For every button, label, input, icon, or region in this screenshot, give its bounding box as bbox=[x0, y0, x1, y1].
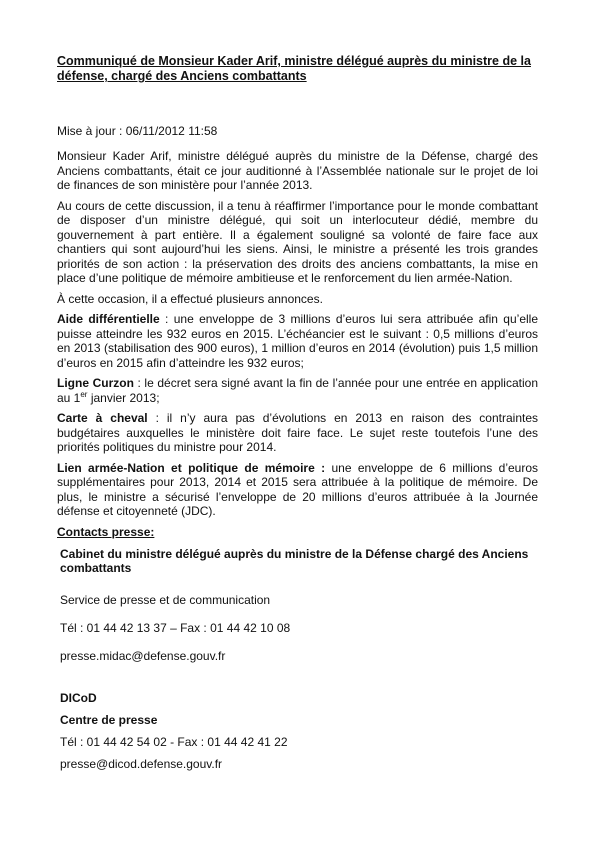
superscript-er: er bbox=[80, 389, 88, 399]
announcement-label: Aide différentielle bbox=[57, 312, 160, 326]
document-title: Communiqué de Monsieur Kader Arif, ministre délégué auprès du ministre de la défense, chargé des Anciens combattants bbox=[57, 54, 531, 83]
cabinet-name: Cabinet du ministre délégué auprès du ministre de la Défense chargé des Anciens combattants bbox=[60, 546, 529, 575]
press-service: Service de presse et de communication bbox=[60, 592, 271, 607]
paragraph-discussion: Au cours de cette discussion, il a tenu à réaffirmer l’importance pour le monde combattant de disposer d’un ministre délégué, qui soit un interlocuteur dédié, membre du gouvernement à part entière. Il a également souligné sa volonté de faire face aux chantiers qui sont aujourd’hui les siens. Ainsi, le ministre a présenté les trois grandes priorités de son action : la préservation des droits des anciens combattants, la mise en place d’une politique de mémoire ambitieuse et le renforcement du lien armée-Nation. bbox=[57, 198, 538, 285]
paragraph-announcements: À cette occasion, il a effectué plusieurs annonces. bbox=[57, 291, 323, 306]
announcement-label: Carte à cheval bbox=[57, 411, 148, 425]
document-content bbox=[57, 54, 538, 771]
cabinet-email: presse.midac@defense.gouv.fr bbox=[60, 648, 226, 663]
announcement-ligne-curzon bbox=[57, 376, 538, 405]
announcement-aide-differentielle bbox=[57, 312, 538, 370]
announcement-carte-a-cheval bbox=[57, 411, 538, 455]
dicod-name: DICoD bbox=[60, 690, 97, 705]
announcement-lien-armee-nation bbox=[57, 461, 538, 519]
announcement-text: : le décret sera signé avant la fin de l’année pour une entrée en application au 1 bbox=[57, 376, 538, 405]
update-timestamp: Mise à jour : 06/11/2012 11:58 bbox=[57, 124, 218, 138]
contacts-heading: Contacts presse: bbox=[57, 524, 155, 539]
dicod-center: Centre de presse bbox=[60, 712, 158, 727]
dicod-phone: Tél : 01 44 42 54 02 - Fax : 01 44 42 41 22 bbox=[60, 734, 288, 749]
announcement-text: : il n’y aura pas d’évolutions en 2013 en raison des contraintes budgétaires auxquelles le ministère doit faire face. Le sujet reste toutefois l’une des priorités politiques du ministre pour 2014. bbox=[57, 411, 539, 454]
paragraph-intro: Monsieur Kader Arif, ministre délégué auprès du ministre de la Défense, chargé des Anciens combattants, était ce jour auditionné à l’Assemblée nationale sur le projet de loi de finances de son ministère pour l’année 2013. bbox=[57, 149, 538, 192]
dicod-block bbox=[60, 691, 538, 771]
announcement-text: une enveloppe de 6 millions d’euros supplémentaires pour 2013, 2014 et 2015 sera attribuée à la politique de mémoire. De plus, le ministre a sécurisé l’enveloppe de 20 millions d’euros attribuée à la Journée défense et citoyenneté (JDC). bbox=[57, 460, 538, 518]
announcement-label: Lien armée-Nation et politique de mémoire : bbox=[57, 460, 326, 475]
cabinet-phone: Tél : 01 44 42 13 37 – Fax : 01 44 42 10 08 bbox=[60, 620, 291, 635]
announcement-label: Ligne Curzon bbox=[57, 376, 134, 390]
dicod-email: presse@dicod.defense.gouv.fr bbox=[60, 756, 223, 771]
document-body bbox=[57, 149, 538, 519]
announcement-text: : une enveloppe de 3 millions d’euros lui sera attribuée afin qu’elle puisse atteindre les 932 euros en 2015. L’échéancier est le suivant : 0,5 millions d’euros en 2013 (stabilisation des 900 euros), 1 million d’euros en 2014 (évolution) puis 1,5 million d’euros en 2015 afin d’atteindre les 932 euros; bbox=[57, 312, 538, 370]
announcement-text-after: janvier 2013; bbox=[87, 390, 160, 405]
